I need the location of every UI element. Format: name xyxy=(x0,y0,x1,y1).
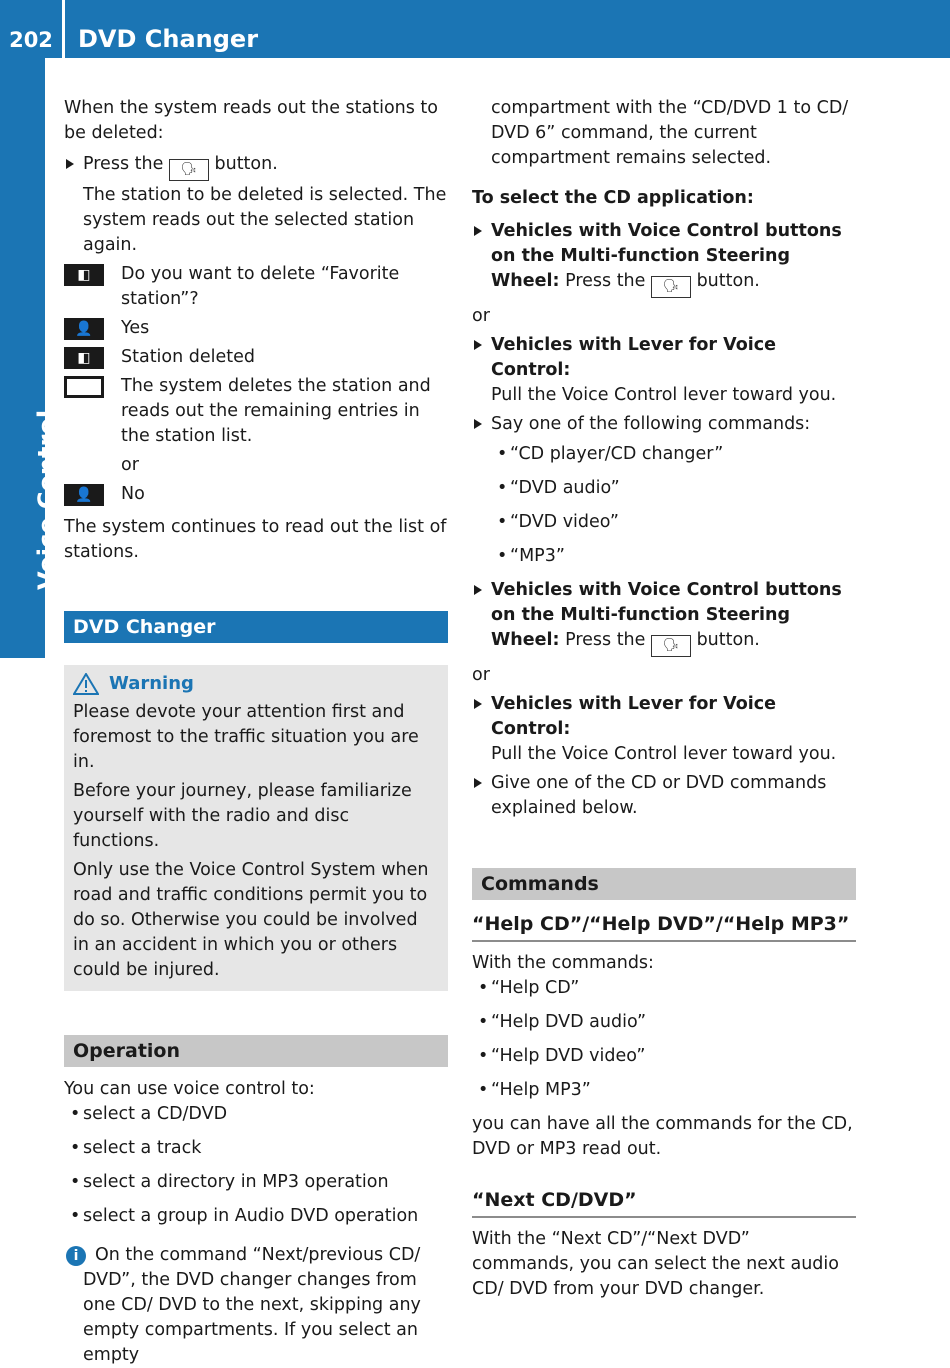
step-vc-buttons xyxy=(472,219,856,298)
list-item: • “Help DVD video” xyxy=(478,1044,856,1069)
dialog-line xyxy=(64,374,448,449)
list-item: • “Help DVD audio” xyxy=(478,1010,856,1035)
step-press-button xyxy=(64,152,448,258)
list-item: • select a track xyxy=(70,1136,448,1161)
dialog-line xyxy=(64,482,448,507)
warning-paragraph: Please devote your attention first and foremost to the traffic situation you are in. xyxy=(73,702,419,772)
next-heading: “Next CD/DVD” xyxy=(472,1188,856,1218)
help-intro: With the commands: xyxy=(472,953,654,973)
page-number: 202 xyxy=(9,28,53,52)
page-header xyxy=(0,0,950,58)
step-label: Vehicles with Voice Control buttons on the Multi-function Steering Wheel: xyxy=(491,221,842,291)
warning-triangle-icon xyxy=(73,673,99,695)
step-vc-buttons xyxy=(472,578,856,657)
right-column xyxy=(472,96,856,1302)
intro-text: When the system reads out the stations to be deleted: xyxy=(64,98,438,143)
step-text: Pull the Voice Control lever toward you. xyxy=(491,744,837,764)
help-list xyxy=(472,976,856,1103)
list-item: • select a directory in MP3 operation xyxy=(70,1170,448,1195)
list-item: • “Help MP3” xyxy=(478,1078,856,1103)
section-heading-commands: Commands xyxy=(472,868,856,900)
help-heading: “Help CD”/“Help DVD”/“Help MP3” xyxy=(472,912,856,942)
user-speak-icon: 👤 xyxy=(64,318,104,340)
help-outro: you can have all the commands for the CD, DVD or MP3 read out. xyxy=(472,1114,853,1159)
operation-intro: You can use voice control to: xyxy=(64,1079,315,1099)
list-item: • select a group in Audio DVD operation xyxy=(70,1204,448,1229)
side-tab-label: Voice Control xyxy=(33,409,61,590)
dialog-text: No xyxy=(121,484,145,504)
operation-list xyxy=(64,1102,448,1229)
step-label: Vehicles with Lever for Voice Control: xyxy=(491,335,776,380)
step-label: Vehicles with Lever for Voice Control: xyxy=(491,694,776,739)
continued-text: compartment with the “CD/DVD 1 to CD/ DVD 6” command, the current compartment remains selected. xyxy=(491,98,849,168)
list-item: • “CD player/CD changer” xyxy=(497,442,856,467)
voice-button-icon: 🗣 xyxy=(169,159,209,181)
step-text-end: button. xyxy=(214,154,278,174)
list-item: • “Help CD” xyxy=(478,976,856,1001)
section-heading-dvd-changer: DVD Changer xyxy=(64,611,448,643)
list-item: • “DVD video” xyxy=(497,510,856,535)
dialog-line xyxy=(64,316,448,341)
step-text: Pull the Voice Control lever toward you. xyxy=(491,385,837,405)
next-text: With the “Next CD”/“Next DVD” commands, you can select the next audio CD/ DVD from your DVD changer. xyxy=(472,1229,839,1299)
step-result: The station to be deleted is selected. The system reads out the selected station again. xyxy=(83,185,447,255)
dialog-line xyxy=(64,345,448,370)
info-icon: i xyxy=(66,1246,86,1266)
step-text: Give one of the CD or DVD commands explained below. xyxy=(491,773,827,818)
step-say-command xyxy=(472,412,856,437)
step-text: Press the xyxy=(565,630,646,650)
left-column xyxy=(64,96,448,1368)
info-text: On the command “Next/previous CD/ DVD”, the DVD changer changes from one CD/ DVD to the next, skipping any empty compartments. If you select an empty xyxy=(83,1245,421,1365)
warning-heading xyxy=(73,671,439,696)
step-lever xyxy=(472,333,856,408)
list-item: • “DVD audio” xyxy=(497,476,856,501)
or-label: or xyxy=(121,455,139,475)
step-label: Vehicles with Voice Control buttons on the Multi-function Steering Wheel: xyxy=(491,580,842,650)
voice-button-icon: 🗣 xyxy=(651,276,691,298)
step-text-end: button. xyxy=(696,630,760,650)
user-speak-icon: 👤 xyxy=(64,484,104,506)
dialog-text: The system deletes the station and reads out the remaining entries in the station list. xyxy=(121,376,431,446)
section-heading-operation: Operation xyxy=(64,1035,448,1067)
dialog-line xyxy=(64,262,448,312)
speaker-icon: ◧ xyxy=(64,347,104,369)
dialog-text: Yes xyxy=(121,318,150,338)
warning-paragraph: Only use the Voice Control System when road and traffic conditions permit you to do so. Otherwise you could be involved in an accident in which you or others could be injured. xyxy=(73,860,429,980)
system-icon xyxy=(64,376,104,398)
warning-paragraph: Before your journey, please familiarize yourself with the radio and disc functions. xyxy=(73,781,412,851)
step-give-command xyxy=(472,771,856,821)
dialog-text: Station deleted xyxy=(121,347,256,367)
list-item: • select a CD/DVD xyxy=(70,1102,448,1127)
dialog-text: Do you want to delete “Favorite station”? xyxy=(121,264,400,309)
select-cd-heading: To select the CD application: xyxy=(472,188,754,208)
or-label: or xyxy=(472,665,490,685)
info-note xyxy=(64,1243,448,1368)
list-item: • “MP3” xyxy=(497,544,856,569)
warning-title: Warning xyxy=(109,673,194,694)
step-lever xyxy=(472,692,856,767)
warning-box xyxy=(64,665,448,991)
continue-text: The system continues to read out the list of stations. xyxy=(64,517,447,562)
step-text: Press the xyxy=(83,154,164,174)
step-text: Say one of the following commands: xyxy=(491,414,811,434)
header-divider xyxy=(62,0,65,58)
speaker-icon: ◧ xyxy=(64,264,104,286)
command-list xyxy=(472,442,856,569)
page-title: DVD Changer xyxy=(78,25,259,53)
step-text-end: button. xyxy=(696,271,760,291)
step-text: Press the xyxy=(565,271,646,291)
or-label: or xyxy=(472,306,490,326)
voice-button-icon: 🗣 xyxy=(651,635,691,657)
